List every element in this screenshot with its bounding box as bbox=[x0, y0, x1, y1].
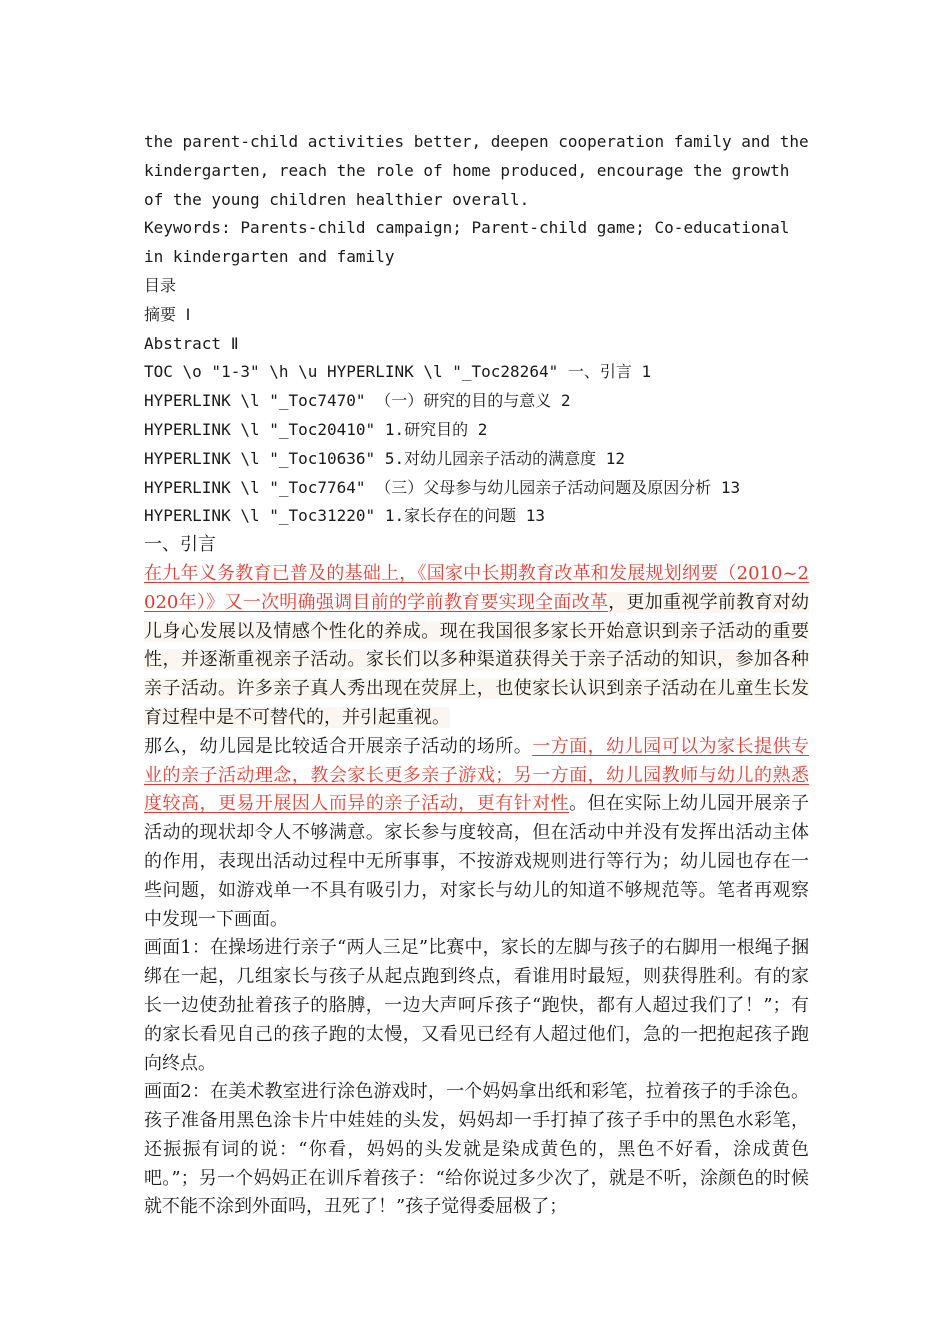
paragraph-text: 。但在实际上幼儿园开展亲子活动的现状却令人不够满意。家长参与度较高，但在活动中并没有发挥出活动主体的作用，表现出活动过程中无所事事，不按游戏规则进行等行为；幼儿园也存在一些问题，如游戏单一不具有吸引力，对家长与幼儿的知道不够规范等。笔者再观察中发现一下画面。 bbox=[144, 793, 809, 930]
paragraph-text: 那么，幼儿园是比较适合开展亲子活动的场所。 bbox=[144, 735, 533, 757]
paragraph-intro-2 bbox=[144, 733, 809, 935]
paragraph-scene-1: 画面1：在操场进行亲子“两人三足”比赛中，家长的左脚与孩子的右脚用一根绳子捆绑在一起，几组家长与孩子从起点跑到终点，看谁用时最短，则获得胜利。有的家长一边使劲扯着孩子的胳膊，一边大声呵斥孩子“跑快，都有人超过我们了！”；有的家长看见自己的孩子跑的太慢，又看见已经有人超过他们，急的一把抱起孩子跑向终点。 bbox=[144, 937, 809, 1074]
toc-entry[interactable]: 摘要 Ⅰ bbox=[144, 304, 191, 324]
paragraph-scene-2: 画面2：在美术教室进行涂色游戏时，一个妈妈拿出纸和彩笔，拉着孩子的手涂色。孩子准备用黑色涂卡片中娃娃的头发，妈妈却一手打掉了孩子手中的黑色水彩笔，还振振有词的说：“你看，妈妈的头发就是染成黄色的，黑色不好看，涂成黄色吧。”；另一个妈妈正在训斥着孩子：“给你说过多少次了，就是不听，涂颜色的时候就不能不涂到外面吗，丑死了！”孩子觉得委屈极了； bbox=[144, 1081, 809, 1218]
toc-entry[interactable]: HYPERLINK \l "_Toc7764" （三）父母参与幼儿园亲子活动问题及原因分析 13 bbox=[144, 477, 741, 497]
paragraph-intro-1 bbox=[144, 560, 809, 733]
document-page bbox=[144, 128, 809, 1222]
toc-entry[interactable]: HYPERLINK \l "_Toc20410" 1.研究目的 2 bbox=[144, 419, 488, 439]
toc-title: 目录 bbox=[144, 275, 177, 295]
toc-entry[interactable]: HYPERLINK \l "_Toc10636" 5.对幼儿园亲子活动的满意度 12 bbox=[144, 448, 625, 468]
highlighted-text: 一方面，幼儿园可以为家长提供专业的亲子活动理念，教会家长更多亲子游戏；另一方面，幼儿园教师与幼儿的熟悉度较高，更易开展因人而异的亲子活动，更有针对性 bbox=[144, 735, 810, 815]
toc-entry[interactable]: TOC \o "1-3" \h \u HYPERLINK \l "_Toc28264" 一、引言 1 bbox=[144, 362, 652, 382]
keywords-line: Keywords: Parents-child campaign; Parent-child game; Co-educational bbox=[144, 218, 790, 238]
paragraph-text: ，更加重视学前教育对幼儿身心发展以及情感个性化的养成。现在我国很多家长开始意识到亲子活动的重要性，并逐渐重视亲子活动。家长们以多种渠道获得关于亲子活动的知识，参加各种亲子活动。许多亲子真人秀出现在荧屏上，也使家长认识到亲子活动在儿童生长发育过程中是不可替代的，并引起重视。 bbox=[144, 591, 810, 728]
abstract-line: the parent-child activities better, deepen cooperation family and the bbox=[144, 132, 809, 151]
section-heading: 一、引言 bbox=[144, 534, 216, 556]
abstract-line: kindergarten, reach the role of home produced, encourage the growth bbox=[144, 160, 790, 180]
abstract-line: of the young children healthier overall. bbox=[144, 189, 530, 209]
toc-entry[interactable]: HYPERLINK \l "_Toc7470" （一）研究的目的与意义 2 bbox=[144, 391, 571, 411]
keywords-line: in kindergarten and family bbox=[144, 247, 395, 267]
toc-entry[interactable]: HYPERLINK \l "_Toc31220" 1.家长存在的问题 13 bbox=[144, 506, 545, 526]
toc-entry[interactable]: Abstract Ⅱ bbox=[144, 333, 239, 353]
highlighted-text: 在九年义务教育已普及的基础上，《国家中长期教育改革和发展规划纲要（2010~2020年）》又一次明确强调目前的学前教育要实现全面改革 bbox=[144, 562, 809, 613]
